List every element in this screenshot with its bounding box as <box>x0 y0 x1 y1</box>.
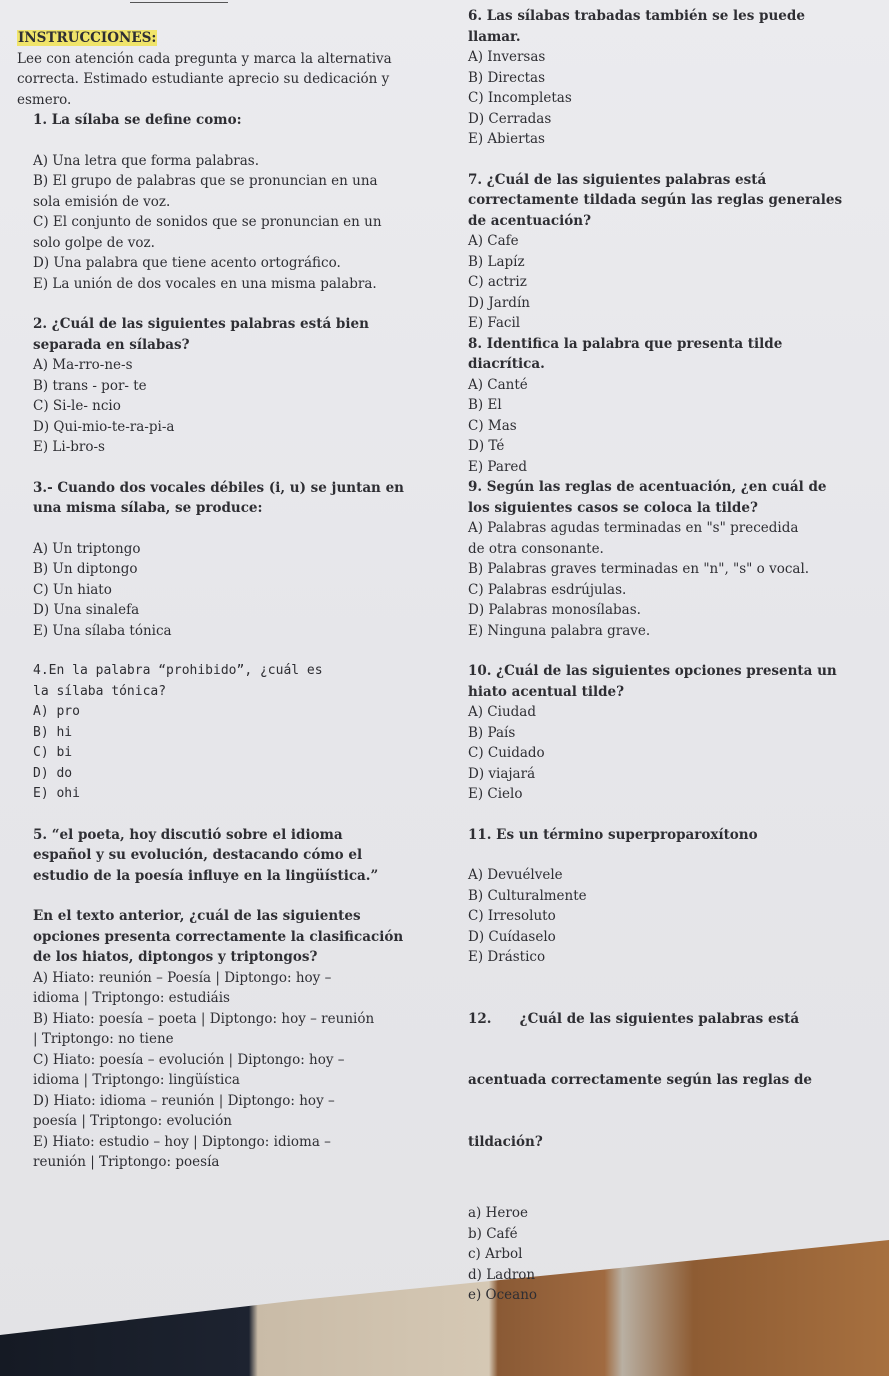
q12-option-b[interactable]: b) Café <box>468 1225 518 1242</box>
q7-option-c[interactable]: C) actriz <box>468 274 527 290</box>
q12-option-a[interactable]: a) Heroe <box>468 1205 528 1221</box>
question-5 <box>17 825 437 1173</box>
q9-option-b[interactable]: B) Palabras graves terminadas en "n", "s" o vocal. <box>468 561 810 577</box>
question-3-prompt: 3.- Cuando dos vocales débiles (i, u) se juntan en una misma sílaba, se produce: <box>33 479 404 516</box>
q6-option-c[interactable]: C) Incompletas <box>468 90 572 106</box>
q4-option-d[interactable]: D) do <box>33 765 73 781</box>
instructions-title: INSTRUCCIONES: <box>18 30 157 46</box>
question-4 <box>17 661 437 805</box>
question-12-prompt: 12. ¿Cuál de las siguientes palabras está acentuada correctamente según las reglas de tildación? <box>468 1010 812 1150</box>
q4-option-b[interactable]: B) hi <box>33 724 73 740</box>
q6-option-e[interactable]: E) Abiertas <box>468 131 545 147</box>
q2-option-d[interactable]: D) Qui-mio-te-ra-pi-a <box>33 418 175 435</box>
question-5-quote: 5. “el poeta, hoy discutió sobre el idioma español y su evolución, destacando cómo el estudio de la poesía influye en la lingüística.” <box>33 826 379 884</box>
question-4-prompt: 4.En la palabra “prohibido”, ¿cuál es la sílaba tónica? <box>33 663 323 699</box>
q9-option-e[interactable]: E) Ninguna palabra grave. <box>468 622 651 639</box>
q4-option-e[interactable]: E) ohi <box>33 786 80 801</box>
question-9-prompt: 9. Según las reglas de acentuación, ¿en cuál de los siguientes casos se coloca la tilde? <box>468 479 827 516</box>
right-column <box>468 6 883 1306</box>
q7-option-b[interactable]: B) Lapíz <box>468 253 525 270</box>
q8-option-b[interactable]: B) El <box>468 397 502 413</box>
q6-option-b[interactable]: B) Directas <box>468 69 546 86</box>
question-6-prompt: 6. Las sílabas trabadas también se les puede llamar. <box>468 8 805 45</box>
left-column <box>17 28 437 1173</box>
q12-option-c[interactable]: c) Arbol <box>468 1246 523 1262</box>
q6-option-d[interactable]: D) Cerradas <box>468 110 552 127</box>
q1-option-b[interactable]: B) El grupo de palabras que se pronuncian en una sola emisión de voz. <box>33 173 378 210</box>
grade-section-underline <box>130 2 228 3</box>
q2-option-a[interactable]: A) Ma-rro-ne-s <box>33 357 133 373</box>
q3-option-b[interactable]: B) Un diptongo <box>33 561 138 577</box>
question-1-prompt: 1. La sílaba se define como: <box>33 112 242 128</box>
q5-option-d[interactable]: D) Hiato: idioma – reunión | Diptongo: hoy – poesía | Triptongo: evolución <box>33 1092 335 1129</box>
q9-option-d[interactable]: D) Palabras monosílabas. <box>468 602 641 618</box>
q10-option-e[interactable]: E) Cielo <box>468 786 523 802</box>
q5-option-e[interactable]: E) Hiato: estudio – hoy | Diptongo: idioma – reunión | Triptongo: poesía <box>33 1133 331 1170</box>
q11-option-e[interactable]: E) Drástico <box>468 949 546 965</box>
q5-option-c[interactable]: C) Hiato: poesía – evolución | Diptongo: hoy – idioma | Triptongo: lingüística <box>33 1051 345 1088</box>
q10-option-c[interactable]: C) Cuidado <box>468 745 545 761</box>
q2-option-e[interactable]: E) Li-bro-s <box>33 439 105 455</box>
q8-option-a[interactable]: A) Canté <box>468 376 528 393</box>
question-2 <box>17 314 437 458</box>
question-10-prompt: 10. ¿Cuál de las siguientes opciones presenta un hiato acentual tilde? <box>468 663 837 700</box>
q1-option-e[interactable]: E) La unión de dos vocales en una misma palabra. <box>33 275 377 292</box>
q3-option-a[interactable]: A) Un triptongo <box>33 540 141 557</box>
question-7 <box>468 170 883 334</box>
question-5-prompt: En el texto anterior, ¿cuál de las siguientes opciones presenta correctamente la clasificación de los hiatos, diptongos y triptongos? <box>33 908 404 965</box>
question-12 <box>468 968 883 1306</box>
q9-option-a[interactable]: A) Palabras agudas terminadas en "s" precedida de otra consonante. <box>468 520 799 557</box>
q9-option-c[interactable]: C) Palabras esdrújulas. <box>468 581 627 598</box>
q8-option-d[interactable]: D) Té <box>468 438 505 454</box>
q3-option-d[interactable]: D) Una sinalefa <box>33 602 140 618</box>
q7-option-d[interactable]: D) Jardín <box>468 294 530 311</box>
q10-option-b[interactable]: B) País <box>468 724 516 741</box>
q1-option-d[interactable]: D) Una palabra que tiene acento ortográfico. <box>33 255 341 271</box>
question-7-prompt: 7. ¿Cuál de las siguientes palabras está correctamente tildada según las reglas generales de acentuación? <box>468 171 843 229</box>
q7-option-e[interactable]: E) Facil <box>468 315 521 331</box>
q2-option-c[interactable]: C) Si-le- ncio <box>33 398 121 414</box>
question-6 <box>468 6 883 150</box>
question-11 <box>468 825 883 968</box>
question-10 <box>468 661 883 805</box>
question-11-prompt: 11. Es un término superproparoxítono <box>468 826 758 843</box>
q3-option-e[interactable]: E) Una sílaba tónica <box>33 622 172 639</box>
q12-option-e[interactable]: e) Oceano <box>468 1287 538 1303</box>
q11-option-a[interactable]: A) Devuélvele <box>468 867 563 883</box>
question-9 <box>468 477 883 641</box>
q8-option-c[interactable]: C) Mas <box>468 417 517 434</box>
question-8 <box>468 334 883 478</box>
q5-option-a[interactable]: A) Hiato: reunión – Poesía | Diptongo: hoy – idioma | Triptongo: estudiáis <box>33 969 332 1006</box>
question-8-prompt: 8. Identifica la palabra que presenta tilde diacrítica. <box>468 335 783 372</box>
q1-option-c[interactable]: C) El conjunto de sonidos que se pronuncian en un solo golpe de voz. <box>33 214 382 251</box>
q8-option-e[interactable]: E) Pared <box>468 458 528 475</box>
q11-option-d[interactable]: D) Cuídaselo <box>468 928 556 945</box>
q12-option-d[interactable]: d) Ladron <box>468 1266 536 1283</box>
q4-option-a[interactable]: A) pro <box>33 704 80 719</box>
q6-option-a[interactable]: A) Inversas <box>468 49 546 65</box>
q4-option-c[interactable]: C) bi <box>33 745 73 760</box>
q2-option-b[interactable]: B) trans - por- te <box>33 377 147 394</box>
question-1 <box>17 110 437 294</box>
q1-option-a[interactable]: A) Una letra que forma palabras. <box>33 152 259 169</box>
instructions-text: Lee con atención cada pregunta y marca la alternativa correcta. Estimado estudiante aprecio su dedicación y esmero. <box>17 50 392 108</box>
question-3 <box>17 478 437 642</box>
q3-option-c[interactable]: C) Un hiato <box>33 581 112 598</box>
q10-option-d[interactable]: D) viajará <box>468 765 536 782</box>
q5-option-b[interactable]: B) Hiato: poesía – poeta | Diptongo: hoy – reunión | Triptongo: no tiene <box>33 1010 375 1047</box>
question-2-prompt: 2. ¿Cuál de las siguientes palabras está bien separada en sílabas? <box>33 316 369 353</box>
q10-option-a[interactable]: A) Ciudad <box>468 704 536 720</box>
q11-option-b[interactable]: B) Culturalmente <box>468 887 587 904</box>
q11-option-c[interactable]: C) Irresoluto <box>468 908 556 924</box>
q7-option-a[interactable]: A) Cafe <box>468 233 519 249</box>
